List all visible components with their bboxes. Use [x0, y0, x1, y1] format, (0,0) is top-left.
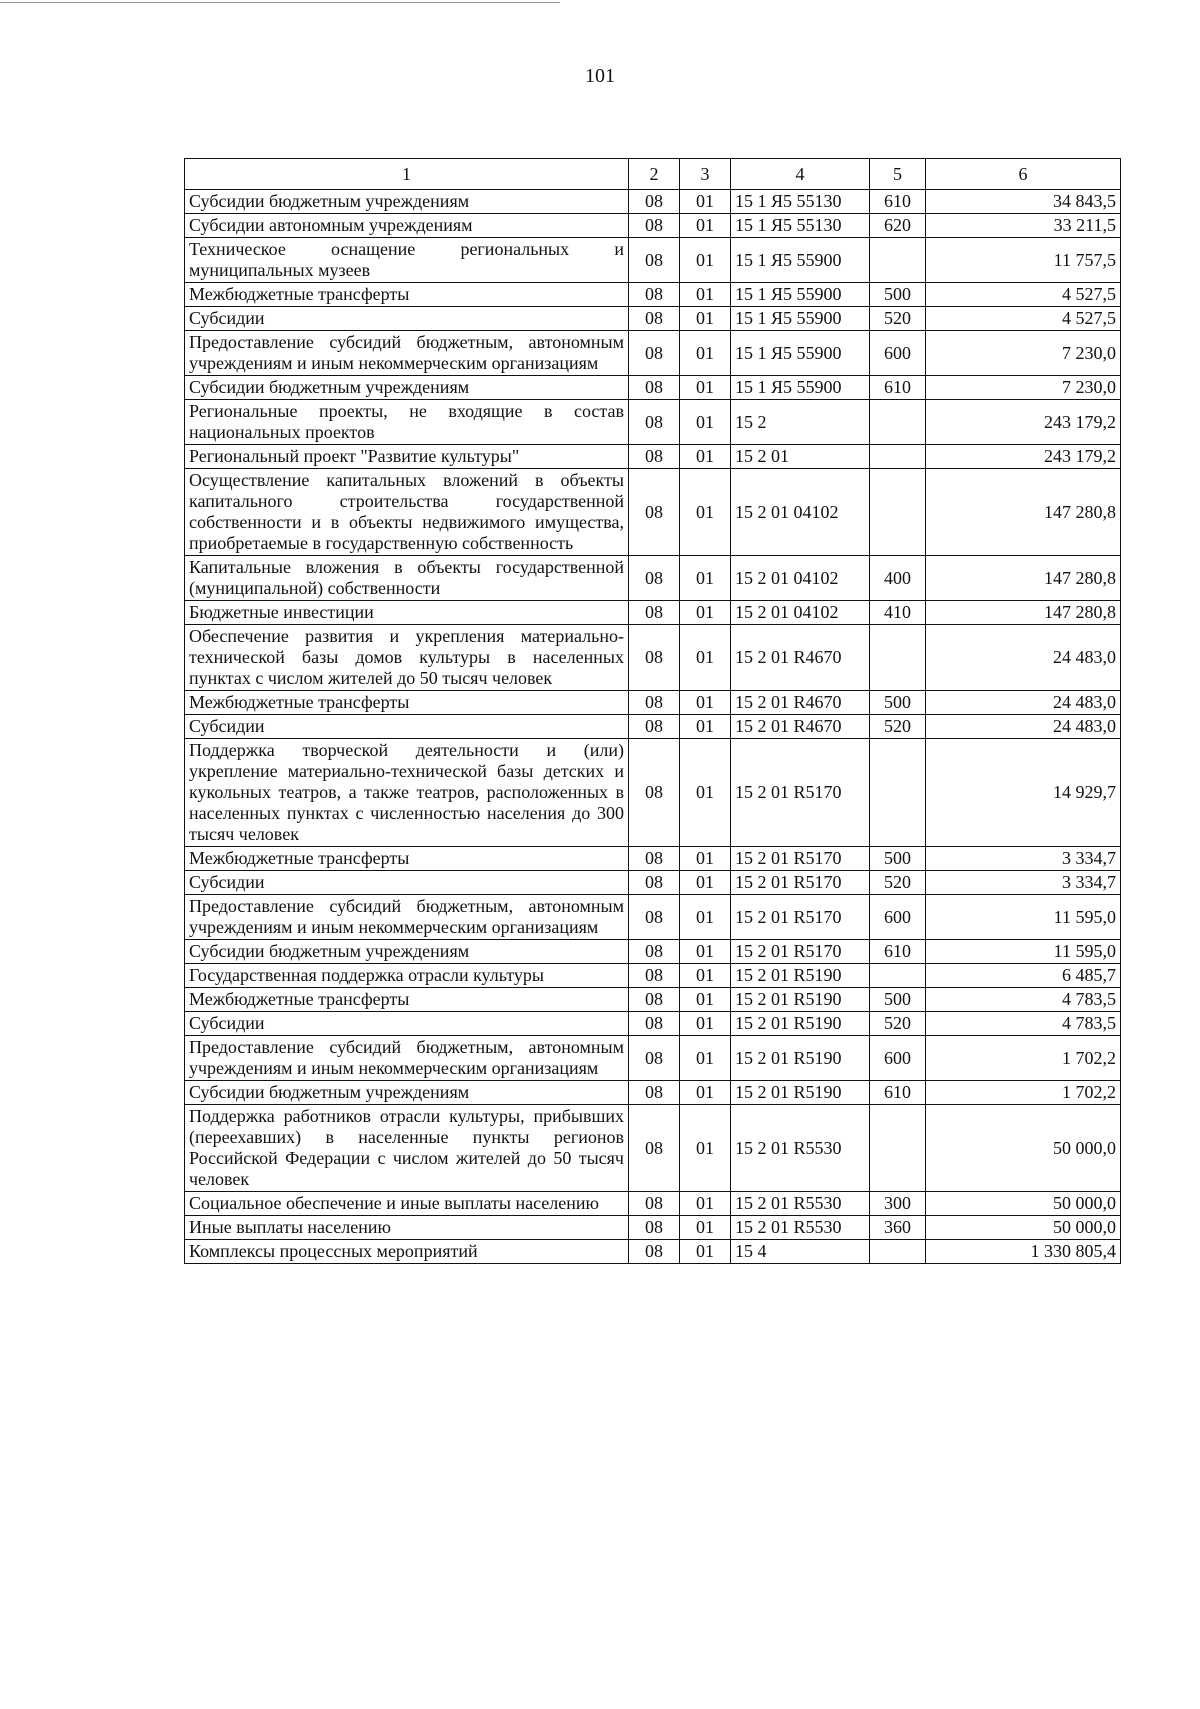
table-row — [185, 1192, 1121, 1216]
cell-code: 15 2 01 R4670 — [731, 715, 870, 739]
cell-expense-type — [870, 1105, 926, 1192]
cell-name: Поддержка творческой деятельности и (или) укрепление материально-технической базы детских и кукольных театров, а также театров, расположенных в населенных пунктах с численностью населения до 300 тысяч человек — [185, 739, 629, 847]
table-body — [185, 190, 1121, 1264]
cell-name: Иные выплаты населению — [185, 1216, 629, 1240]
cell-amount: 7 230,0 — [926, 331, 1121, 376]
cell-section: 08 — [629, 691, 680, 715]
cell-name: Субсидии бюджетным учреждениям — [185, 190, 629, 214]
cell-amount: 147 280,8 — [926, 556, 1121, 601]
cell-expense-type: 360 — [870, 1216, 926, 1240]
header-row — [185, 159, 1121, 190]
cell-section: 08 — [629, 847, 680, 871]
cell-code: 15 2 01 R5190 — [731, 1036, 870, 1081]
cell-subsection: 01 — [680, 190, 731, 214]
cell-code: 15 2 01 R4670 — [731, 691, 870, 715]
cell-code: 15 1 Я5 55130 — [731, 214, 870, 238]
table-row — [185, 895, 1121, 940]
cell-name: Техническое оснащение региональных и муниципальных музеев — [185, 238, 629, 283]
cell-code: 15 2 01 R4670 — [731, 625, 870, 691]
cell-amount: 34 843,5 — [926, 190, 1121, 214]
cell-amount: 24 483,0 — [926, 691, 1121, 715]
cell-section: 08 — [629, 1216, 680, 1240]
cell-section: 08 — [629, 964, 680, 988]
cell-expense-type: 610 — [870, 376, 926, 400]
cell-name: Поддержка работников отрасли культуры, прибывших (переехавших) в населенные пункты регионов Российской Федерации с числом жителей до 50 тысяч человек — [185, 1105, 629, 1192]
cell-section: 08 — [629, 376, 680, 400]
cell-name: Капитальные вложения в объекты государственной (муниципальной) собственности — [185, 556, 629, 601]
cell-expense-type — [870, 739, 926, 847]
cell-amount: 1 330 805,4 — [926, 1240, 1121, 1264]
cell-expense-type: 520 — [870, 1012, 926, 1036]
cell-section: 08 — [629, 556, 680, 601]
table-row — [185, 691, 1121, 715]
header-cell-name: 1 — [185, 159, 629, 190]
cell-amount: 7 230,0 — [926, 376, 1121, 400]
table-row — [185, 469, 1121, 556]
cell-amount: 1 702,2 — [926, 1036, 1121, 1081]
cell-section: 08 — [629, 940, 680, 964]
table-row — [185, 964, 1121, 988]
cell-amount: 50 000,0 — [926, 1105, 1121, 1192]
cell-section: 08 — [629, 1081, 680, 1105]
cell-code: 15 2 01 R5530 — [731, 1216, 870, 1240]
cell-section: 08 — [629, 715, 680, 739]
cell-section: 08 — [629, 739, 680, 847]
cell-amount: 243 179,2 — [926, 400, 1121, 445]
cell-code: 15 2 01 04102 — [731, 469, 870, 556]
cell-amount: 11 595,0 — [926, 895, 1121, 940]
cell-code: 15 2 01 R5190 — [731, 964, 870, 988]
cell-name: Межбюджетные трансферты — [185, 283, 629, 307]
cell-code: 15 1 Я5 55900 — [731, 238, 870, 283]
cell-section: 08 — [629, 988, 680, 1012]
cell-amount: 50 000,0 — [926, 1216, 1121, 1240]
cell-subsection: 01 — [680, 964, 731, 988]
cell-subsection: 01 — [680, 895, 731, 940]
cell-expense-type — [870, 1240, 926, 1264]
cell-expense-type: 400 — [870, 556, 926, 601]
cell-code: 15 2 01 R5530 — [731, 1105, 870, 1192]
cell-subsection: 01 — [680, 376, 731, 400]
cell-section: 08 — [629, 307, 680, 331]
cell-code: 15 1 Я5 55900 — [731, 376, 870, 400]
cell-expense-type: 620 — [870, 214, 926, 238]
cell-name: Региональные проекты, не входящие в состав национальных проектов — [185, 400, 629, 445]
cell-amount: 33 211,5 — [926, 214, 1121, 238]
cell-name: Предоставление субсидий бюджетным, автономным учреждениям и иным некоммерческим организациям — [185, 331, 629, 376]
table-row — [185, 871, 1121, 895]
cell-amount: 243 179,2 — [926, 445, 1121, 469]
header-cell-code: 4 — [731, 159, 870, 190]
cell-expense-type — [870, 469, 926, 556]
cell-amount: 24 483,0 — [926, 625, 1121, 691]
cell-expense-type — [870, 238, 926, 283]
cell-name: Осуществление капитальных вложений в объекты капитального строительства государственной собственности и в объекты недвижимого имущества, приобретаемые в государственную собственность — [185, 469, 629, 556]
cell-section: 08 — [629, 331, 680, 376]
cell-name: Субсидии — [185, 1012, 629, 1036]
cell-code: 15 2 01 R5170 — [731, 847, 870, 871]
table-row — [185, 1216, 1121, 1240]
cell-section: 08 — [629, 283, 680, 307]
cell-section: 08 — [629, 871, 680, 895]
cell-expense-type: 300 — [870, 1192, 926, 1216]
cell-amount: 3 334,7 — [926, 847, 1121, 871]
cell-expense-type: 600 — [870, 895, 926, 940]
cell-code: 15 2 01 R5170 — [731, 871, 870, 895]
cell-subsection: 01 — [680, 847, 731, 871]
cell-section: 08 — [629, 445, 680, 469]
cell-amount: 11 595,0 — [926, 940, 1121, 964]
cell-section: 08 — [629, 400, 680, 445]
cell-code: 15 2 01 04102 — [731, 556, 870, 601]
cell-expense-type: 600 — [870, 1036, 926, 1081]
cell-subsection: 01 — [680, 214, 731, 238]
table-row — [185, 847, 1121, 871]
table-row — [185, 601, 1121, 625]
cell-subsection: 01 — [680, 556, 731, 601]
table-row — [185, 307, 1121, 331]
cell-subsection: 01 — [680, 715, 731, 739]
cell-subsection: 01 — [680, 739, 731, 847]
cell-subsection: 01 — [680, 1081, 731, 1105]
cell-name: Обеспечение развития и укрепления материально-технической базы домов культуры в населенных пунктах с числом жителей до 50 тысяч человек — [185, 625, 629, 691]
cell-name: Комплексы процессных мероприятий — [185, 1240, 629, 1264]
cell-amount: 14 929,7 — [926, 739, 1121, 847]
cell-subsection: 01 — [680, 469, 731, 556]
cell-code: 15 4 — [731, 1240, 870, 1264]
cell-expense-type: 520 — [870, 307, 926, 331]
cell-subsection: 01 — [680, 238, 731, 283]
cell-subsection: 01 — [680, 625, 731, 691]
cell-expense-type — [870, 445, 926, 469]
cell-subsection: 01 — [680, 445, 731, 469]
cell-subsection: 01 — [680, 988, 731, 1012]
cell-name: Субсидии бюджетным учреждениям — [185, 1081, 629, 1105]
table-row — [185, 283, 1121, 307]
cell-subsection: 01 — [680, 691, 731, 715]
budget-table — [184, 158, 1121, 1264]
cell-expense-type: 600 — [870, 331, 926, 376]
cell-expense-type: 500 — [870, 283, 926, 307]
header-cell-expense-type: 5 — [870, 159, 926, 190]
table-row — [185, 940, 1121, 964]
table-row — [185, 988, 1121, 1012]
table-row — [185, 238, 1121, 283]
cell-section: 08 — [629, 214, 680, 238]
table-row — [185, 739, 1121, 847]
cell-code: 15 1 Я5 55900 — [731, 331, 870, 376]
cell-name: Субсидии — [185, 715, 629, 739]
cell-code: 15 1 Я5 55900 — [731, 283, 870, 307]
cell-subsection: 01 — [680, 940, 731, 964]
cell-name: Субсидии бюджетным учреждениям — [185, 376, 629, 400]
cell-code: 15 1 Я5 55900 — [731, 307, 870, 331]
cell-section: 08 — [629, 469, 680, 556]
cell-expense-type: 520 — [870, 715, 926, 739]
cell-subsection: 01 — [680, 1216, 731, 1240]
cell-amount: 3 334,7 — [926, 871, 1121, 895]
table-row — [185, 1105, 1121, 1192]
cell-subsection: 01 — [680, 871, 731, 895]
cell-code: 15 2 — [731, 400, 870, 445]
cell-section: 08 — [629, 895, 680, 940]
table-header — [185, 159, 1121, 190]
table-row — [185, 190, 1121, 214]
top-edge-rule — [0, 2, 560, 3]
cell-section: 08 — [629, 1192, 680, 1216]
cell-name: Бюджетные инвестиции — [185, 601, 629, 625]
cell-code: 15 2 01 R5170 — [731, 739, 870, 847]
cell-expense-type — [870, 400, 926, 445]
cell-name: Межбюджетные трансферты — [185, 847, 629, 871]
cell-name: Региональный проект "Развитие культуры" — [185, 445, 629, 469]
cell-name: Предоставление субсидий бюджетным, автономным учреждениям и иным некоммерческим организациям — [185, 1036, 629, 1081]
table-row — [185, 715, 1121, 739]
cell-expense-type — [870, 625, 926, 691]
cell-section: 08 — [629, 601, 680, 625]
cell-section: 08 — [629, 190, 680, 214]
table-row — [185, 400, 1121, 445]
table-row — [185, 556, 1121, 601]
cell-section: 08 — [629, 1105, 680, 1192]
cell-code: 15 2 01 — [731, 445, 870, 469]
cell-subsection: 01 — [680, 1240, 731, 1264]
table-row — [185, 625, 1121, 691]
cell-subsection: 01 — [680, 307, 731, 331]
page-number: 101 — [585, 65, 615, 87]
header-cell-section: 2 — [629, 159, 680, 190]
header-cell-amount: 6 — [926, 159, 1121, 190]
table-row — [185, 214, 1121, 238]
cell-code: 15 2 01 R5530 — [731, 1192, 870, 1216]
cell-code: 15 2 01 04102 — [731, 601, 870, 625]
cell-section: 08 — [629, 238, 680, 283]
cell-section: 08 — [629, 1012, 680, 1036]
cell-expense-type: 520 — [870, 871, 926, 895]
cell-subsection: 01 — [680, 1036, 731, 1081]
table-row — [185, 1012, 1121, 1036]
cell-amount: 50 000,0 — [926, 1192, 1121, 1216]
cell-amount: 4 527,5 — [926, 283, 1121, 307]
cell-name: Предоставление субсидий бюджетным, автономным учреждениям и иным некоммерческим организациям — [185, 895, 629, 940]
cell-code: 15 2 01 R5190 — [731, 988, 870, 1012]
cell-amount: 24 483,0 — [926, 715, 1121, 739]
cell-amount: 147 280,8 — [926, 601, 1121, 625]
cell-code: 15 1 Я5 55130 — [731, 190, 870, 214]
cell-subsection: 01 — [680, 400, 731, 445]
cell-expense-type: 500 — [870, 988, 926, 1012]
cell-section: 08 — [629, 625, 680, 691]
cell-name: Субсидии — [185, 871, 629, 895]
cell-name: Субсидии бюджетным учреждениям — [185, 940, 629, 964]
cell-amount: 4 783,5 — [926, 988, 1121, 1012]
cell-name: Межбюджетные трансферты — [185, 691, 629, 715]
cell-expense-type: 610 — [870, 1081, 926, 1105]
table-row — [185, 1081, 1121, 1105]
table-row — [185, 1036, 1121, 1081]
cell-expense-type: 500 — [870, 691, 926, 715]
cell-subsection: 01 — [680, 283, 731, 307]
cell-amount: 1 702,2 — [926, 1081, 1121, 1105]
cell-code: 15 2 01 R5190 — [731, 1012, 870, 1036]
cell-subsection: 01 — [680, 1192, 731, 1216]
header-cell-subsection: 3 — [680, 159, 731, 190]
cell-expense-type: 500 — [870, 847, 926, 871]
cell-code: 15 2 01 R5170 — [731, 940, 870, 964]
table-row — [185, 1240, 1121, 1264]
cell-name: Субсидии — [185, 307, 629, 331]
table-row — [185, 331, 1121, 376]
table-row — [185, 376, 1121, 400]
cell-section: 08 — [629, 1036, 680, 1081]
cell-expense-type: 410 — [870, 601, 926, 625]
table-row — [185, 445, 1121, 469]
cell-subsection: 01 — [680, 331, 731, 376]
cell-name: Субсидии автономным учреждениям — [185, 214, 629, 238]
cell-name: Государственная поддержка отрасли культуры — [185, 964, 629, 988]
cell-amount: 4 527,5 — [926, 307, 1121, 331]
cell-subsection: 01 — [680, 601, 731, 625]
cell-name: Межбюджетные трансферты — [185, 988, 629, 1012]
cell-expense-type: 610 — [870, 190, 926, 214]
cell-amount: 11 757,5 — [926, 238, 1121, 283]
cell-expense-type: 610 — [870, 940, 926, 964]
cell-subsection: 01 — [680, 1012, 731, 1036]
cell-section: 08 — [629, 1240, 680, 1264]
cell-code: 15 2 01 R5170 — [731, 895, 870, 940]
cell-code: 15 2 01 R5190 — [731, 1081, 870, 1105]
cell-name: Социальное обеспечение и иные выплаты населению — [185, 1192, 629, 1216]
cell-amount: 6 485,7 — [926, 964, 1121, 988]
cell-amount: 147 280,8 — [926, 469, 1121, 556]
cell-amount: 4 783,5 — [926, 1012, 1121, 1036]
cell-expense-type — [870, 964, 926, 988]
cell-subsection: 01 — [680, 1105, 731, 1192]
